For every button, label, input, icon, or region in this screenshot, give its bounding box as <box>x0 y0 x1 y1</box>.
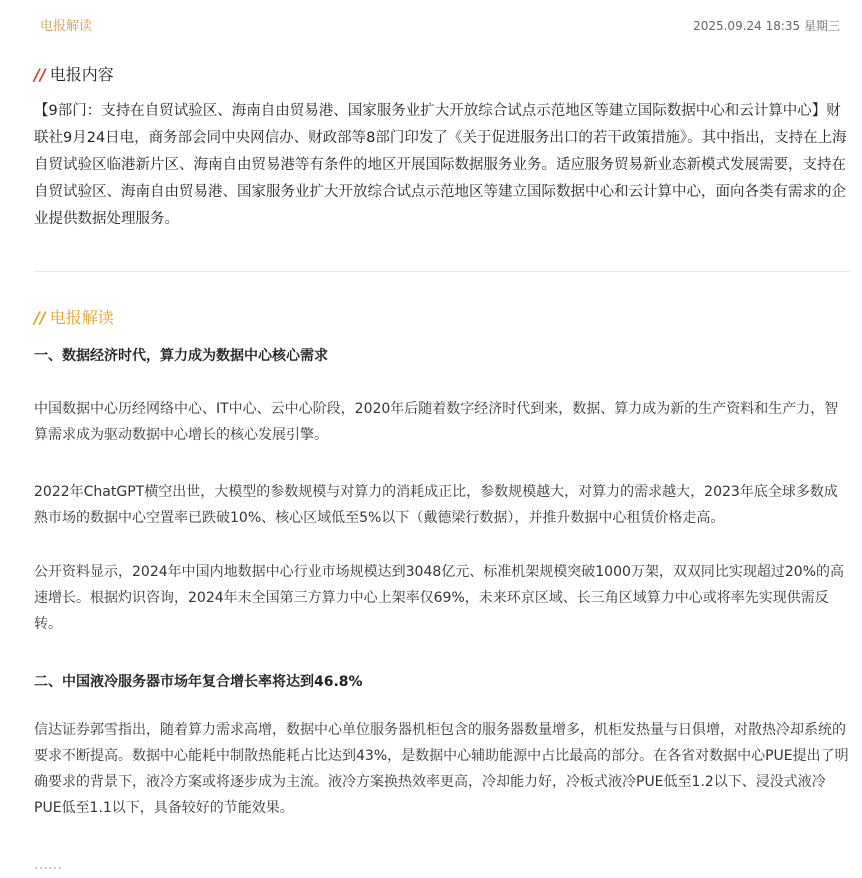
telegram-content: 【9部门：支持在自贸试验区、海南自由贸易港、国家服务业扩大开放综合试点示范地区等建立国际数据中心和云计算中心】财联社9月24日电，商务部会同中央网信办、财政部等8部门印发了《关于促进服务出口的若干政策措施》。其中指出，支持在上海自贸试验区临港新片区、海南自由贸易港等有条件的地区开展国际数据服务业务。适应服务贸易新业态新模式发展需要，支持在自贸试验区、海南自由贸易港、国家服务业扩大开放综合试点示范地区等建立国际数据中心和云计算中心，面向各类有需求的企业提供数据处理服务。 <box>34 103 847 227</box>
publish-datetime: 2025.09.24 18:35 星期三 <box>693 19 840 33</box>
paragraph-5-cutoff: …… <box>34 857 62 873</box>
paragraph-3: 公开资料显示，2024年中国内地数据中心行业市场规模达到3048亿元、标准机架规模突破1000万架，双双同比实现超过20%的高速增长。根据灼识咨询，2024年末全国第三方算力中心上架率仅69%，未来环京区域、长三角区域算力中心或将率先实现供需反转。 <box>34 564 845 632</box>
paragraph-2: 2022年ChatGPT横空出世，大模型的参数规模与对算力的消耗成正比，参数规模越大，对算力的需求越大，2023年底全球多数成熟市场的数据中心空置率已跌破10%、核心区域低至5%以下（戴德梁行数据），并推升数据中心租赁价格走高。 <box>34 484 838 526</box>
paragraph-4: 信达证券郭雪指出，随着算力需求高增，数据中心单位服务器机柜包含的服务器数量增多，机柜发热量与日俱增，对散热冷却系统的要求不断提高。数据中心能耗中制散热能耗占比达到43%，是数据中心辅助能源中占比最高的部分。在各省对数据中心PUE提出了明确要求的背景下，液冷方案或将逐步成为主流。液冷方案换热效率更高，冷却能力好，冷板式液冷PUE低至1.2以下、浸没式液冷PUE低至1.1以下，具备较好的节能效果。 <box>34 722 849 816</box>
section-marker: // <box>34 308 46 327</box>
paragraph-1: 中国数据中心历经网络中心、IT中心、云中心阶段，2020年后随着数字经济时代到来，数据、算力成为新的生产资料和生产力，智算需求成为驱动数据中心增长的核心发展引擎。 <box>34 401 839 443</box>
section-divider <box>34 271 850 272</box>
section-title-interpretation <box>34 305 114 328</box>
article-header <box>0 0 862 48</box>
section-title-text: 电报解读 <box>49 308 114 327</box>
subheading-2: 二、中国液冷服务器市场年复合增长率将达到46.8% <box>34 674 363 690</box>
category-label[interactable]: 电报解读 <box>40 19 93 34</box>
section-marker: // <box>34 65 46 84</box>
section-title-telegram <box>34 62 114 85</box>
subheading-1: 一、数据经济时代，算力成为数据中心核心需求 <box>34 348 328 364</box>
section-title-text: 电报内容 <box>49 65 114 84</box>
